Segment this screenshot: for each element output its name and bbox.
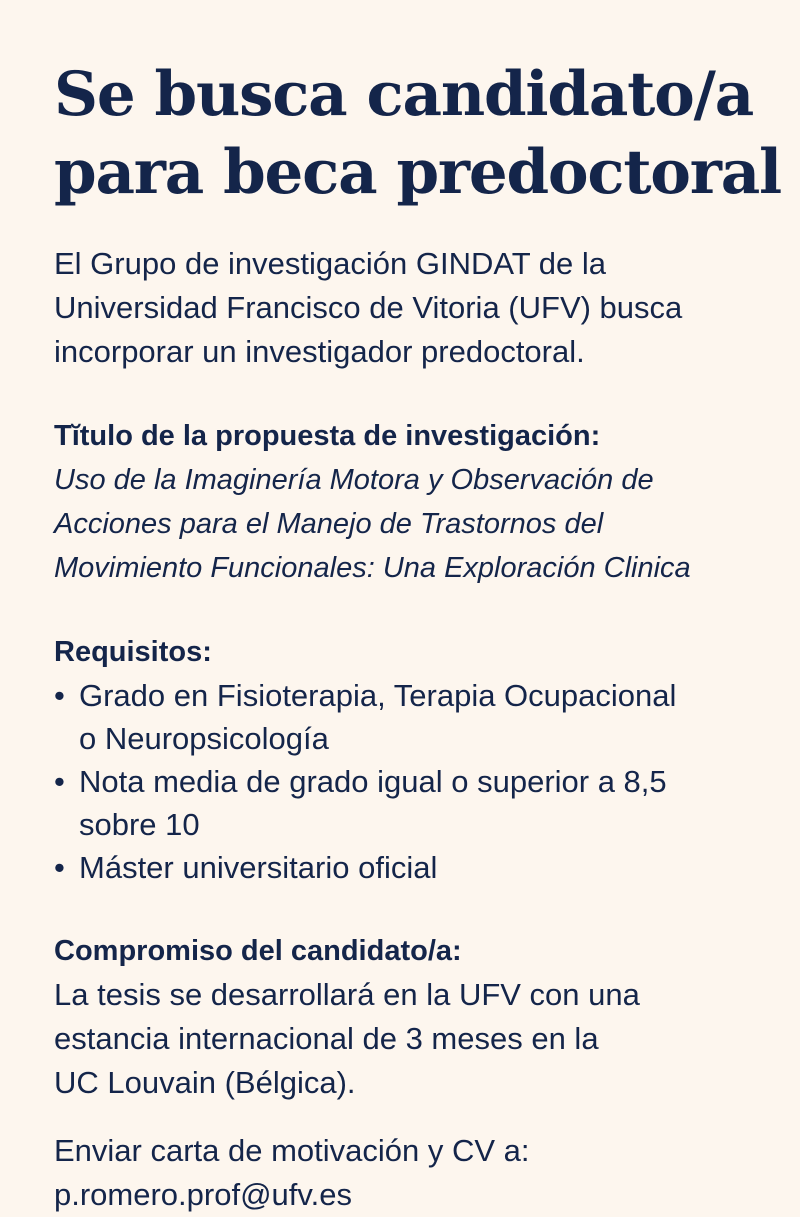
list-item-line: Máster universitario oficial — [79, 850, 438, 885]
list-item-line: sobre 10 — [79, 807, 200, 842]
contact-email[interactable]: p.romero.prof@ufv.es — [54, 1177, 352, 1212]
commitment-heading: Compromiso del candidato/a: — [54, 935, 462, 967]
bullet-icon: • — [54, 764, 65, 799]
intro-line: incorporar un investigador predoctoral. — [54, 334, 585, 369]
proposal-section — [54, 414, 796, 590]
intro-paragraph — [54, 242, 796, 374]
list-item — [54, 674, 796, 760]
poster — [54, 56, 796, 1217]
contact-instruction: Enviar carta de motivación y CV a: — [54, 1133, 530, 1168]
requirements-list — [54, 674, 796, 889]
commitment-text — [54, 973, 796, 1105]
list-item — [54, 846, 796, 889]
list-item — [54, 760, 796, 846]
commitment-line: La tesis se desarrollará en la UFV con una — [54, 977, 640, 1012]
requirements-section — [54, 630, 796, 889]
title-line-2: para beca predoctoral — [54, 137, 782, 208]
contact-section — [54, 1129, 796, 1217]
bullet-icon: • — [54, 678, 65, 713]
intro-line: Universidad Francisco de Vitoria (UFV) busca — [54, 290, 683, 325]
list-item-line: Nota media de grado igual o superior a 8,5 — [79, 764, 667, 799]
list-item-line: o Neuropsicología — [79, 721, 329, 756]
proposal-line: Uso de la Imaginería Motora y Observación de — [54, 464, 654, 496]
proposal-line: Movimiento Funcionales: Una Exploración Clinica — [54, 552, 691, 584]
intro-line: El Grupo de investigación GINDAT de la — [54, 246, 606, 281]
requirements-heading: Requisitos: — [54, 636, 212, 668]
proposal-line: Acciones para el Manejo de Trastornos del — [54, 508, 604, 540]
page-title — [54, 56, 796, 212]
bullet-icon: • — [54, 850, 65, 885]
commitment-line: estancia internacional de 3 meses en la — [54, 1021, 599, 1056]
title-line-1: Se busca candidato/a — [54, 59, 754, 130]
proposal-heading: Tĭtulo de la propuesta de investigación: — [54, 420, 601, 452]
commitment-line: UC Louvain (Bélgica). — [54, 1065, 356, 1100]
commitment-section — [54, 929, 796, 1105]
proposal-title — [54, 458, 796, 590]
list-item-line: Grado en Fisioterapia, Terapia Ocupacional — [79, 678, 677, 713]
